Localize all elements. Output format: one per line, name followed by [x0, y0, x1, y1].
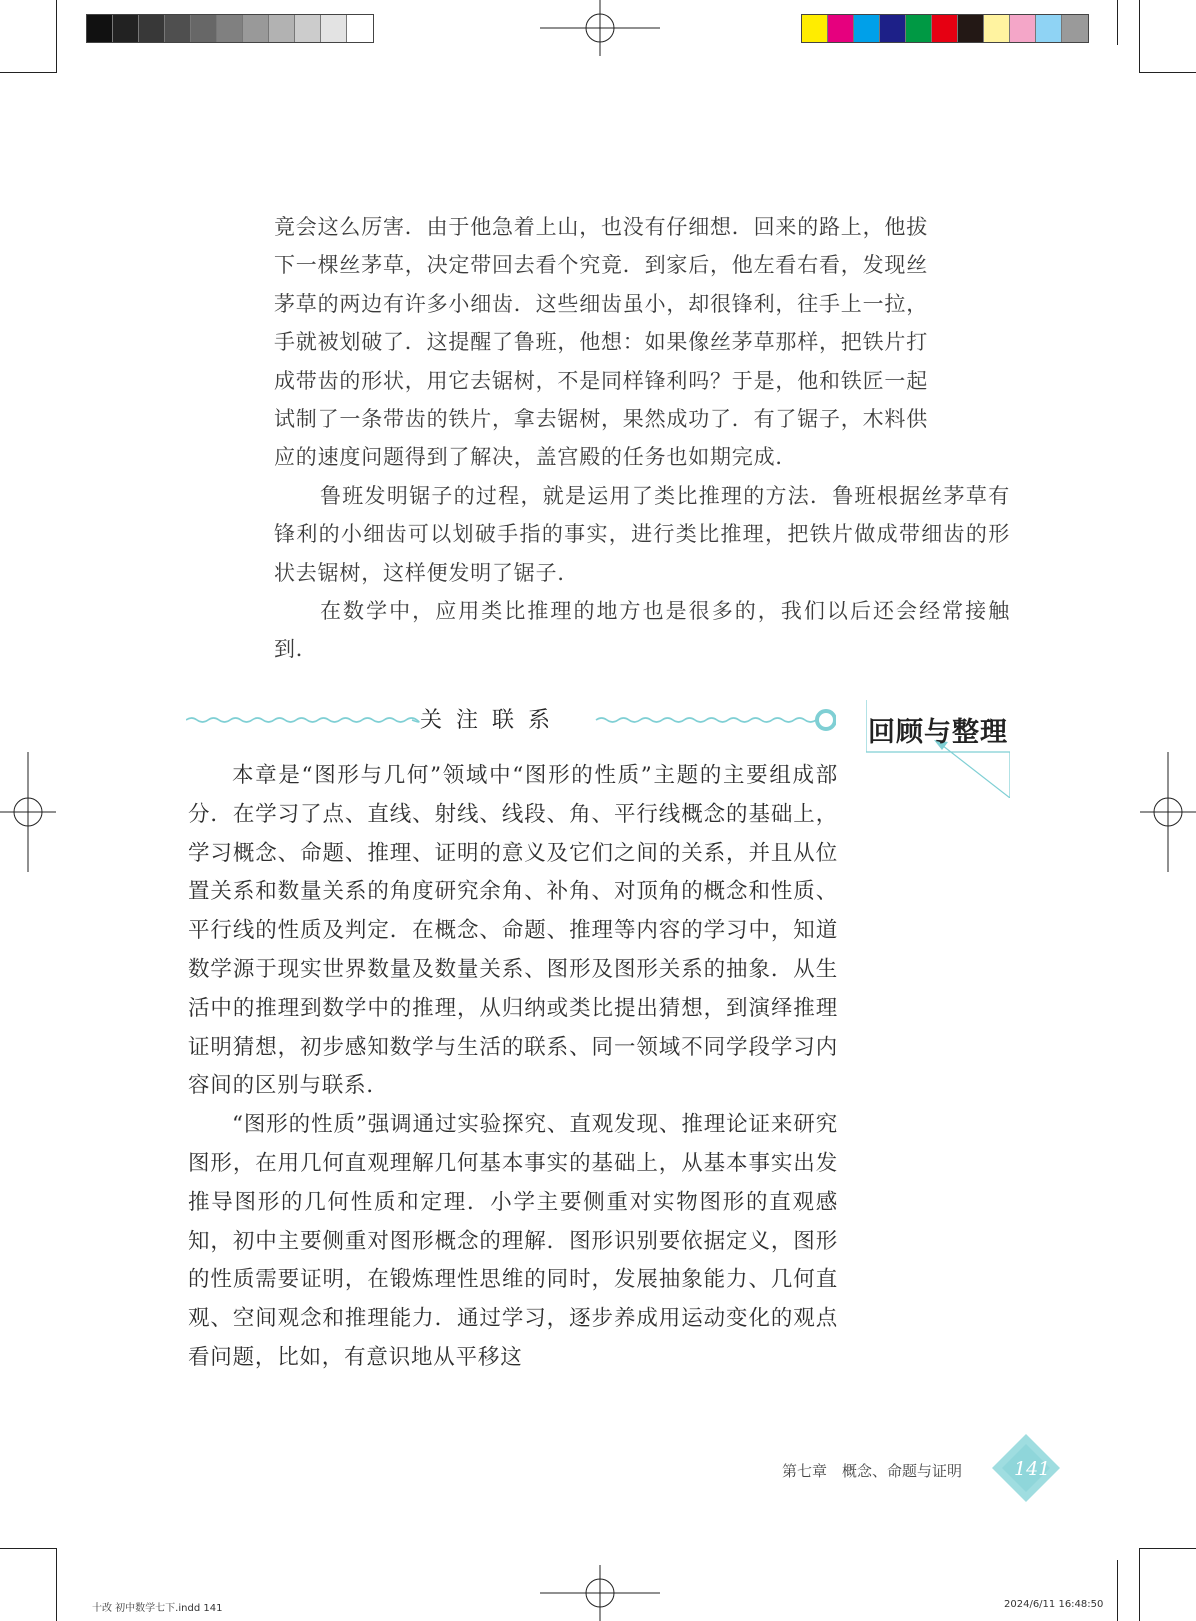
section-title: 关注联系	[420, 708, 565, 733]
gray-swatch	[191, 15, 217, 42]
color-swatch	[828, 15, 854, 42]
story-line: 茅草的两边有许多小细齿．这些细齿虽小，却很锋利，往手上一拉，	[274, 291, 928, 316]
page-number: 141	[1014, 1458, 1051, 1480]
color-swatch	[1010, 15, 1036, 42]
registration-mark-bottom	[540, 1565, 660, 1621]
review-and-summary-label: 回顾与整理	[868, 717, 1008, 748]
story-paragraph-2: 鲁班发明锯子的过程，就是运用了类比推理的方法．鲁班根据丝茅草有锋利的小细齿可以划破手指的事实，进行类比推理，把铁片做成带细齿的形状去锯树，这样便发明了锯子．	[274, 483, 1010, 585]
color-swatch	[1036, 15, 1062, 42]
story-line: 应的速度问题得到了解决，盖宫殿的任务也如期完成．	[274, 445, 798, 470]
color-swatch	[802, 15, 828, 42]
story-paragraph-3: 在数学中，应用类比推理的地方也是很多的，我们以后还会经常接触到．	[274, 599, 1010, 662]
color-swatch	[906, 15, 932, 42]
gray-swatch	[165, 15, 191, 42]
color-swatch	[880, 15, 906, 42]
color-swatch	[984, 15, 1010, 42]
grayscale-calibration-strip	[86, 14, 374, 43]
gray-swatch	[269, 15, 295, 42]
gray-swatch	[321, 15, 347, 42]
section-paragraph-1: 本章是“图形与几何”领域中“图形的性质”主题的主要组成部分．在学习了点、直线、射线、线段、角、平行线概念的基础上，学习概念、命题、推理、证明的意义及它们之间的关系，并且从位置关系和数量关系的角度研究余角、补角、对顶角的概念和性质、平行线的性质及判定．在概念、命题、推理等内容的学习中，知道数学源于现实世界数量及数量关系、图形及图形关系的抽象．从生活中的推理到数学中的推理，从归纳或类比提出猜想，到演绎推理证明猜想，初步感知数学与生活的联系、同一领域不同学段学习内容间的区别与联系．	[188, 763, 838, 1099]
story-line: 下一棵丝茅草，决定带回去看个究竟．到家后，他左看右看，发现丝	[274, 253, 928, 278]
story-paragraph-1	[274, 208, 1010, 477]
color-calibration-strip	[801, 14, 1089, 43]
registration-mark-top	[540, 0, 660, 56]
slug-file-name: 十改 初中数学七下.indd 141	[92, 1603, 223, 1614]
slug-timestamp: 2024/6/11 16:48:50	[1004, 1599, 1104, 1610]
color-swatch	[958, 15, 984, 42]
registration-mark-right	[1140, 752, 1196, 872]
gray-swatch	[295, 15, 321, 42]
story-line: 竟会这么厉害．由于他急着上山，也没有仔细想．回来的路上，他拔	[274, 215, 928, 239]
story-text	[274, 208, 1010, 669]
color-swatch	[932, 15, 958, 42]
story-line: 试制了一条带齿的铁片，拿去锯树，果然成功了．有了锯子，木料供	[274, 407, 928, 432]
registration-mark-left	[0, 752, 56, 872]
gray-swatch	[347, 15, 373, 42]
color-swatch	[854, 15, 880, 42]
story-line: 成带齿的形状，用它去锯树，不是同样锋利吗？于是，他和铁匠一起	[274, 368, 928, 393]
gray-swatch	[87, 15, 113, 42]
gray-swatch	[139, 15, 165, 42]
color-swatch	[1062, 15, 1088, 42]
gray-swatch	[113, 15, 139, 42]
section-paragraph-2: “图形的性质”强调通过实验探究、直观发现、推理论证来研究图形，在用几何直观理解几何基本事实的基础上，从基本事实出发推导图形的几何性质和定理．小学主要侧重对实物图形的直观感知，初中主要侧重对图形概念的理解．图形识别要依据定义，图形的性质需要证明，在锻炼理性思维的同时，发展抽象能力、几何直观、空间观念和推理能力．通过学习，逐步养成用运动变化的观点看问题，比如，有意识地从平移这	[188, 1112, 838, 1370]
running-footer-chapter: 第七章 概念、命题与证明	[782, 1462, 963, 1480]
gray-swatch	[217, 15, 243, 42]
section-body	[188, 757, 838, 1378]
gray-swatch	[243, 15, 269, 42]
story-line: 手就被划破了．这提醒了鲁班，他想：如果像丝茅草那样，把铁片打	[274, 330, 928, 355]
